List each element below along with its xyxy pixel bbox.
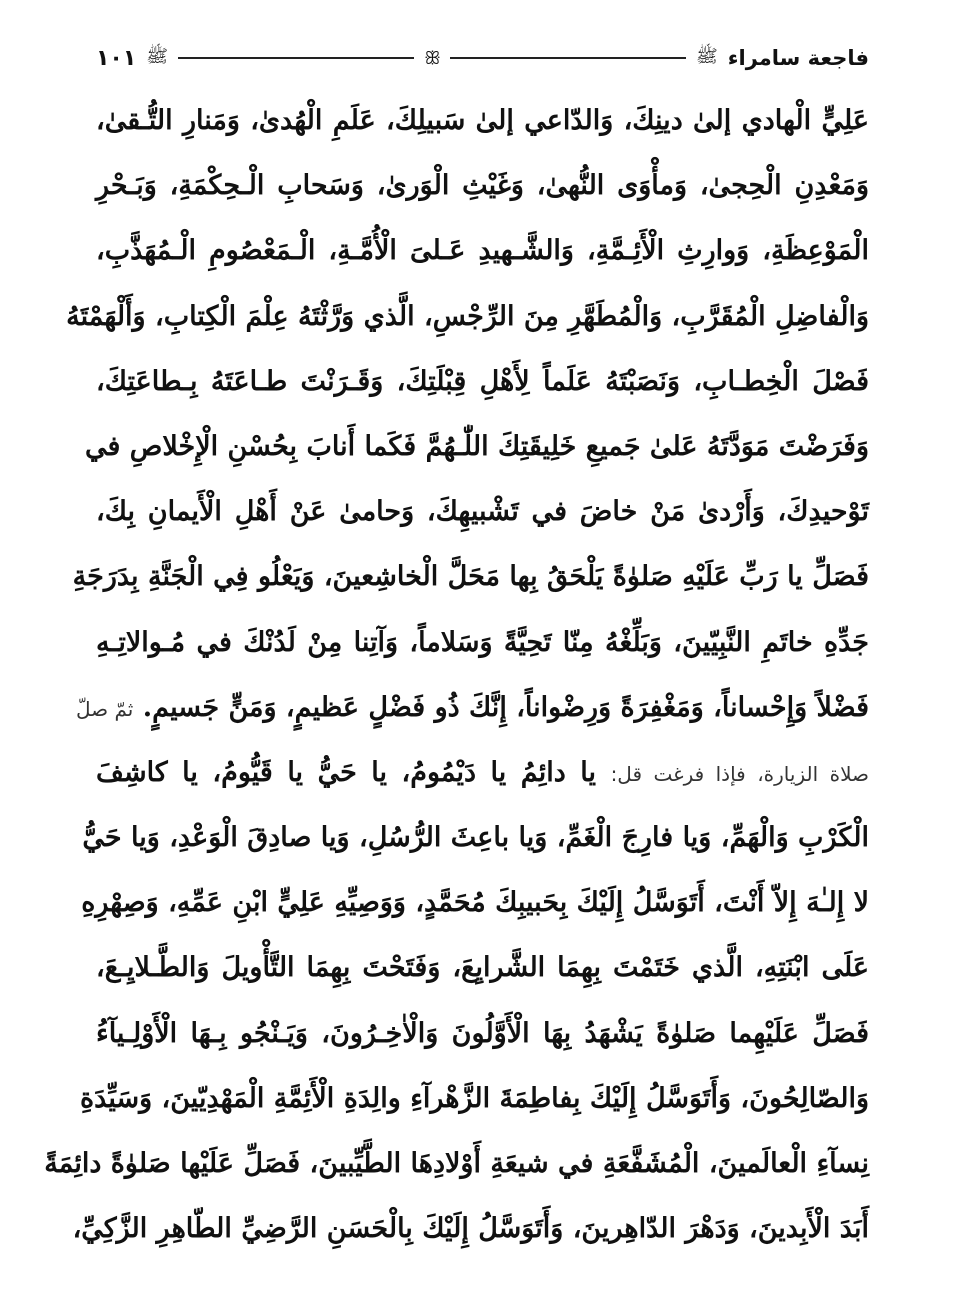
text-line: لا إِلـٰهَ إِلاّ أَنْتَ، أَتَوَسَّلُ إِلَيْكَ بِحَبيبِكَ مُحَمَّدٍ، وَوَصِيِّهِ عَلِيٍّ ابْنِ عَمِّهِ، وَصِهْرِهِ [81,887,869,919]
text-line: جَدِّهِ خاتَمِ النَّبِيّينَ، وَبَلِّغْهُ مِنّا تَحِيَّةً وَسَلاماً، وَآتِنا مِنْ لَدُنْكَ في مُـوالاتِـهِ [96,626,869,658]
text-line: وَالصّالِحُونَ، وَأَتَوَسَّلُ إِلَيْكَ بِفاطِمَةَ الزَّهْرآءِ والِدَةِ الْأَئِمَّةِ الْمَهْدِيّينَ، وَسَيِّدَةِ [80,1082,869,1114]
text-line: وَفَرَضْتَ مَوَدَّتَهُ عَلىٰ جَميعِ خَلِيقَتِكَ اللّٰـهُمَّ فَكَما أَنابَ بِحُسْنِ الْإِخْلاصِ في [84,430,869,462]
text-line: فَصْلَ الْخِطـابِ، وَنَصَبْتَهُ عَلَماً لِأَهْلِ قِبْلَتِكَ، وَقَـرَنْتَ طـاعَتَهُ بِـطاعَتِكَ، [96,365,869,397]
center-ornament-icon: ꕥ [424,47,440,69]
text-line: أَبَدَ الْأَبِدينَ، وَدَهْرَ الدّاهِرينَ، وَأَتَوَسَّلُ إِلَيْكَ بِالْحَسَنِ الرَّضِيِّ الطّاهِرِ الزَّكِيِّ، [72,1213,869,1245]
text-line: تَوْحيدِكَ، وَأَرْدىٰ مَنْ خاضَ في تَشْبيهِكَ، وَحامىٰ عَنْ أَهْلِ الْأَيمانِ بِكَ، [96,496,869,528]
text-line: فَصَلِّ عَلَيْهِما صَلوٰةً يَشْهَدُ بِهَا الْأَوَّلُونَ وَالْاٰخِـرُونَ، وَيَـنْجُو بِـهَا الْأَوْلِـيآءُ [96,1017,869,1049]
running-header [96,36,869,80]
header-rule [178,57,414,59]
text-line: فَصَلِّ يا رَبِّ عَلَيْهِ صَلوٰةً يَلْحَقُ بِها مَحَلَّ الْخاشِعينَ، وَيَعْلُو فِي الْجَنَّةِ بِدَرَجَةِ [72,561,869,593]
ornament-icon: ﷺ [146,46,169,67]
text-segment: فَضْلاً وَإِحْساناً، وَمَغْفِرَةً وَرِضْواناً، إِنَّكَ ذُو فَضْلٍ عَظيمٍ، وَمَنٍّ جَسيمٍ. [142,691,869,723]
book-title: فاجعة سامراء [727,46,869,70]
text-line: عَلِيٍّ الْهادي إلىٰ دينِكَ، وَالدّاعي إلىٰ سَبيلِكَ، عَلَمِ الْهُدىٰ، وَمَنارِ التُّـقىٰ، [96,105,869,136]
text-line: الْكَرْبِ وَالْهَمِّ، وَيا فارِجَ الْغَمِّ، وَيا باعِثَ الرُّسُلِ، وَيا صادِقَ الْوَعْدِ، وَيا حَيُّ [82,822,869,854]
text-line: عَلَى ابْنَتِهِ، الَّذي خَتَمْتَ بِهِمَا الشَّرايِعَ، وَفَتَحْتَ بِهِمَا التَّأْويلَ وَالطَّـلايِـعَ، [96,952,869,984]
instruction-note: ثمّ صلّ [76,696,134,721]
text-segment: يا دائِمُ يا دَيْمُومُ، يا حَيُّ يا قَيُّومُ، يا كاشِفَ [96,756,597,788]
instruction-note: صلاة الزيارة، فإذا فرغت قل: [610,761,869,786]
text-line: نِسآءِ الْعالَمينَ، الْمُشَفَّعَةِ في شيعَةِ أَوْلادِهَا الطَّيِّبينَ، فَصَلِّ عَلَيْها صَلوٰةً دائِمَةً [44,1148,869,1179]
page-number: ١٠١ [95,45,137,71]
text-line: وَمَعْدِنِ الْحِجىٰ، وَمأْوَى النُّهىٰ، وَغَيْثِ الْوَرىٰ، وَسَحابِ الْـحِكْمَةِ، وَبَـحْرِ [96,170,869,202]
text-line: وَالْفاضِلِ الْمُقَرَّبِ، وَالْمُطَهَّرِ مِنَ الرِّجْسِ، الَّذي وَرَّثْتَهُ عِلْمَ الْكِتابِ، وَأَلْهَمْتَهُ [66,300,869,332]
body-text [44,88,869,1261]
header-rule [450,57,686,59]
text-line [96,740,869,805]
text-line [76,675,869,740]
text-line: الْمَوْعِظَةِ، وَوارِثِ الْأَئِـمَّةِ، وَالشَّـهيدِ عَـلىَ الْأُمَّـةِ، الْـمَعْصُومِ الْـمُهَذَّبِ، [96,235,869,267]
ornament-icon: ﷺ [696,46,718,67]
